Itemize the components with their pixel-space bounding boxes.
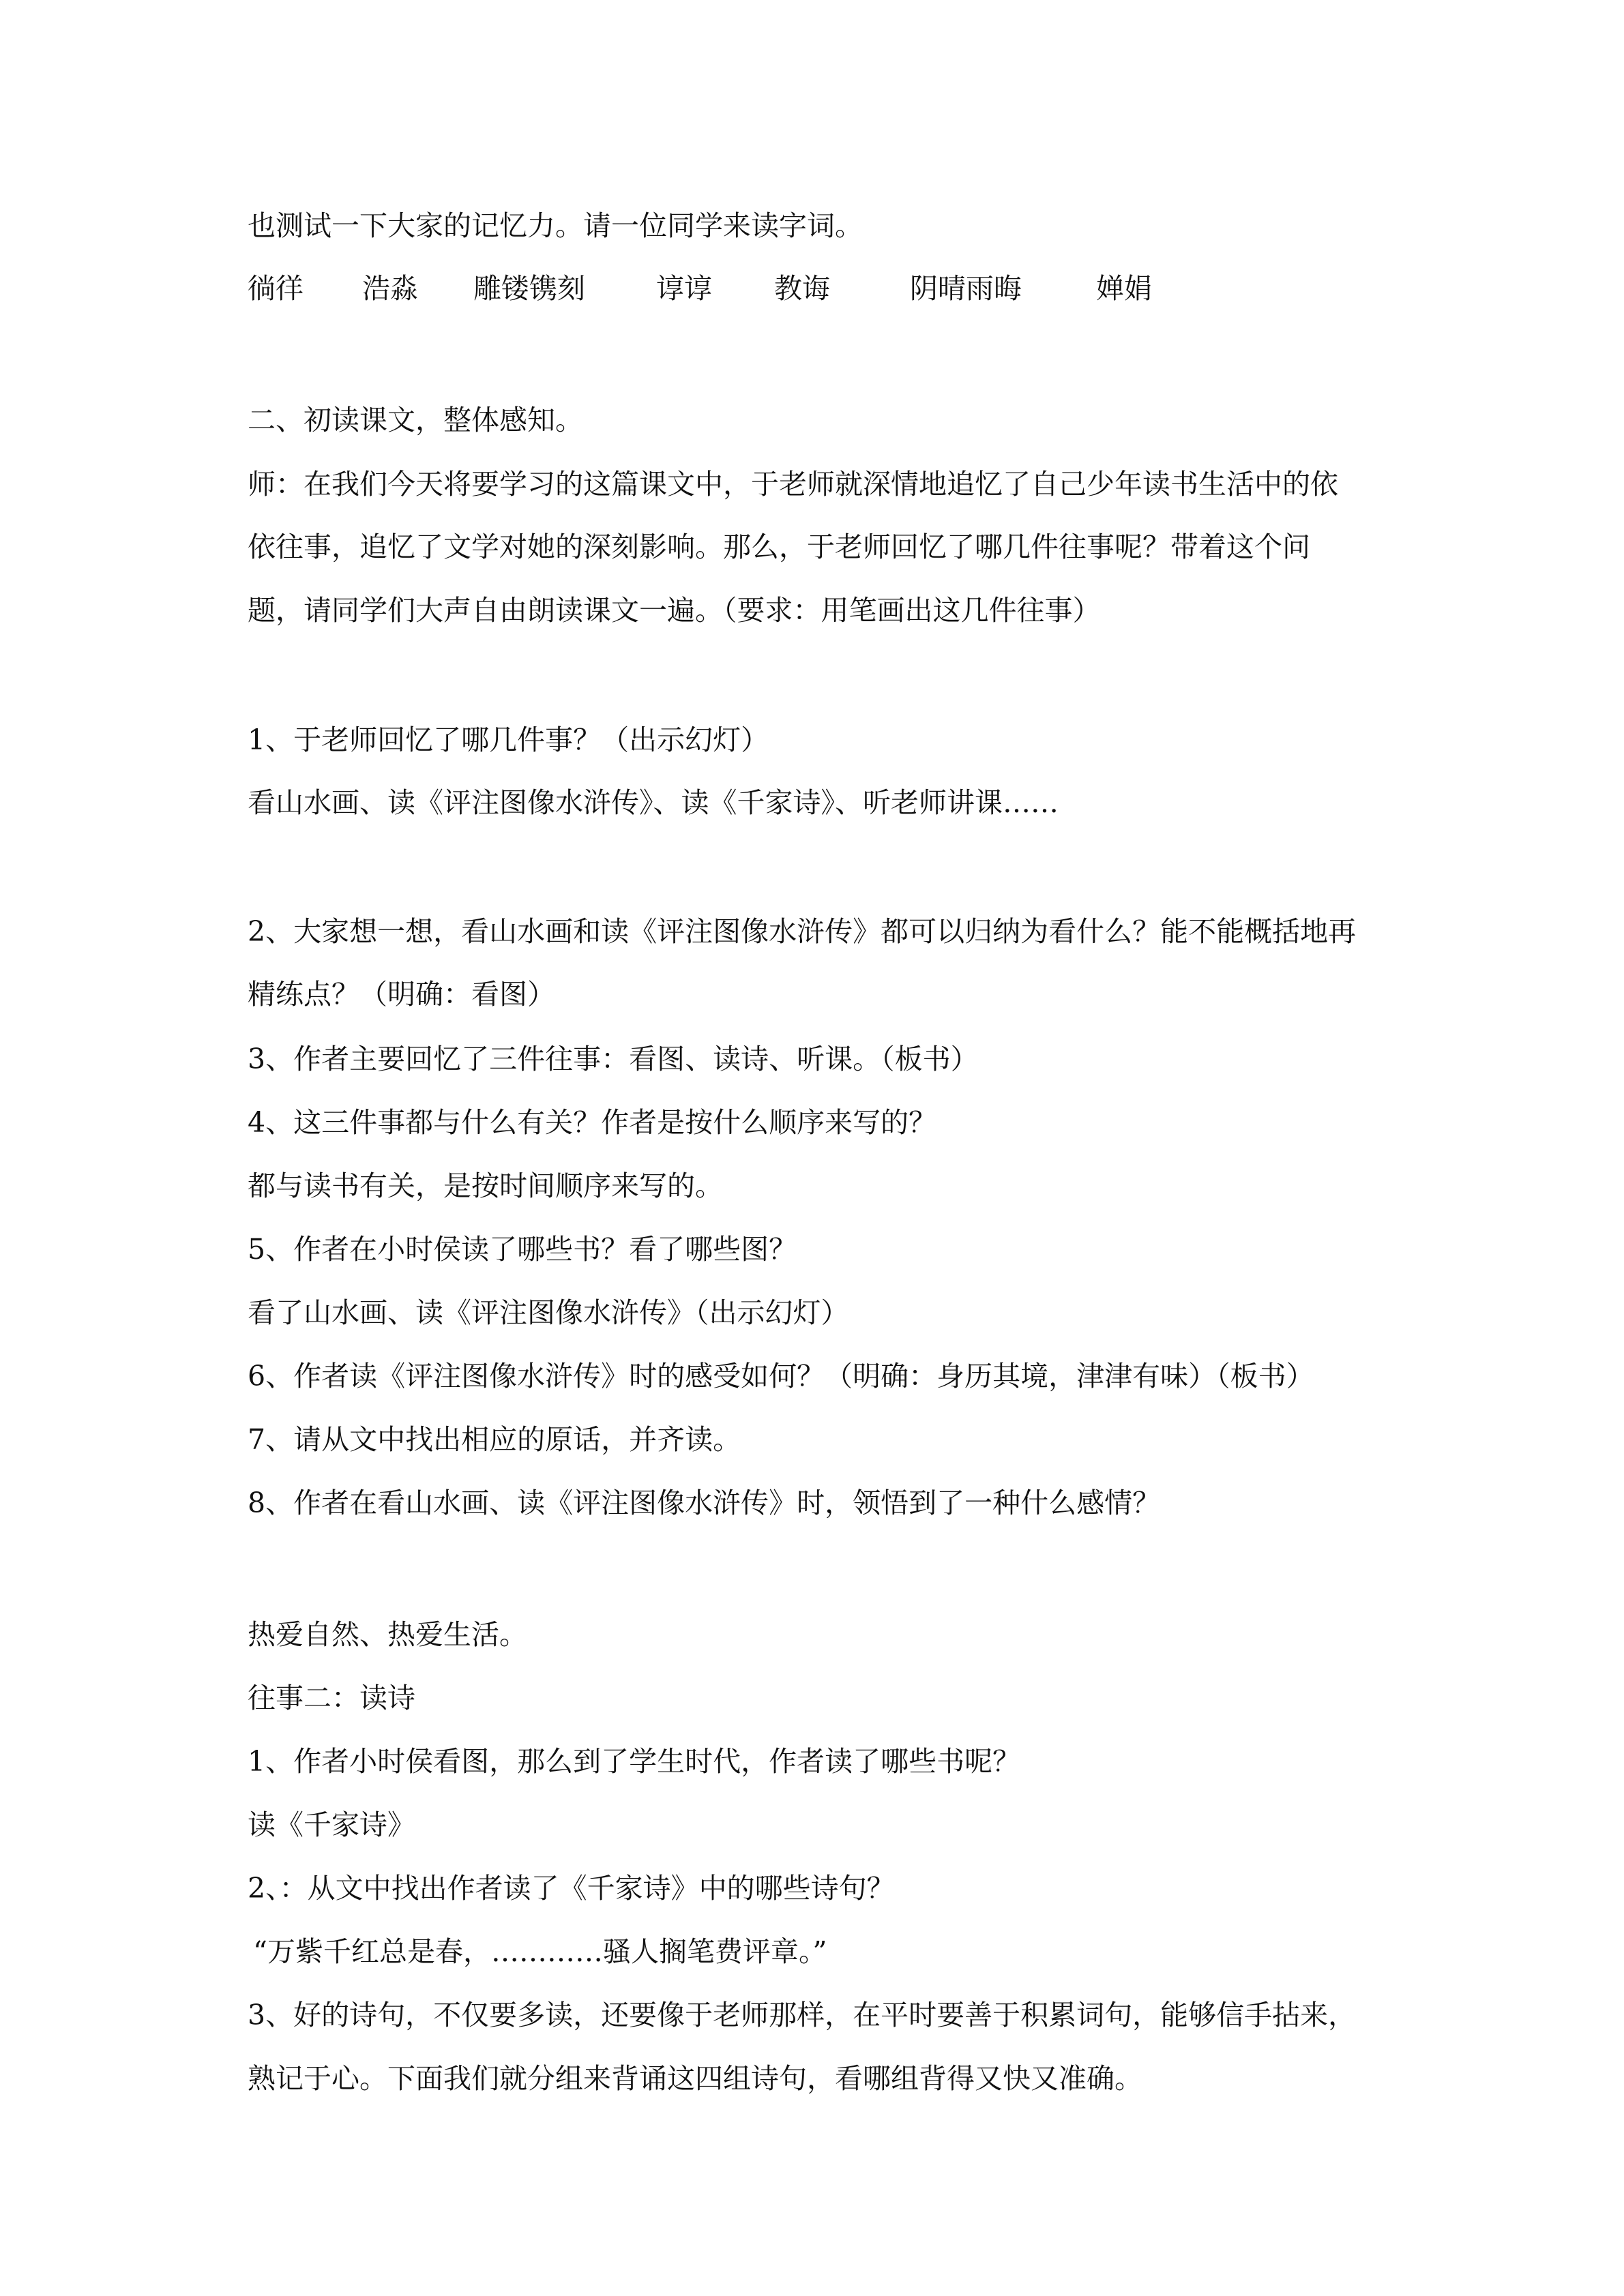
paragraph-line: 题，请同学们大声自由朗读课文一遍。（要求：用笔画出这几件往事） — [248, 594, 1101, 627]
question-5: 5、作者在小时侯读了哪些书？看了哪些图？ — [248, 1233, 797, 1266]
story-2-answer-1: 读《千家诗》 — [248, 1808, 415, 1841]
question-2-cont: 精练点？（明确：看图） — [248, 978, 555, 1011]
question-8: 8、作者在看山水画、读《评注图像水浒传》时，领悟到了一种什么感情？ — [248, 1487, 1161, 1519]
paragraph-line: 依往事，追忆了文学对她的深刻影响。那么，于老师回忆了哪几件往事呢？带着这个问 — [248, 531, 1310, 563]
story-2-answer-2: “万紫千红总是春，…………骚人搁笔费评章。” — [253, 1935, 827, 1968]
story-2-heading: 往事二：读诗 — [248, 1682, 415, 1714]
question-4: 4、这三件事都与什么有关？作者是按什么顺序来写的？ — [248, 1106, 937, 1139]
answer-8: 热爱自然、热爱生活。 — [248, 1618, 527, 1651]
section-heading: 二、初读课文，整体感知。 — [248, 404, 583, 436]
vocab-word: 徜徉 — [248, 272, 304, 305]
question-2: 2、大家想一想，看山水画和读《评注图像水浒传》都可以归纳为看什么？能不能概括地再 — [248, 915, 1357, 948]
question-6: 6、作者读《评注图像水浒传》时的感受如何？（明确：身历其境，津津有味）（板书） — [248, 1360, 1314, 1392]
answer-4: 都与读书有关，是按时间顺序来写的。 — [248, 1169, 723, 1202]
question-1: 1、于老师回忆了哪几件事？（出示幻灯） — [248, 724, 769, 756]
story-2-question-3: 3、好的诗句，不仅要多读，还要像于老师那样，在平时要善于积累词句，能够信手拈来， — [248, 1999, 1357, 2031]
question-3: 3、作者主要回忆了三件往事：看图、读诗、听课。（板书） — [248, 1043, 979, 1075]
vocab-word: 教诲 — [774, 272, 830, 305]
answer-5: 看了山水画、读《评注图像水浒传》（出示幻灯） — [248, 1296, 849, 1329]
vocab-word: 阴晴雨晦 — [910, 272, 1022, 305]
story-2-question-3-cont: 熟记于心。下面我们就分组来背诵这四组诗句，看哪组背得又快又准确。 — [248, 2062, 1142, 2095]
question-7: 7、请从文中找出相应的原话，并齐读。 — [248, 1423, 741, 1456]
story-2-question-2: 2、：从文中找出作者读了《千家诗》中的哪些诗句？ — [248, 1872, 895, 1905]
vocab-word: 谆谆 — [656, 272, 712, 305]
vocab-word: 雕镂镌刻 — [473, 272, 585, 305]
paragraph-line: 师：在我们今天将要学习的这篇课文中，于老师就深情地追忆了自己少年读书生活中的依 — [248, 468, 1338, 501]
vocab-word: 婵娟 — [1096, 272, 1152, 305]
vocab-word: 浩淼 — [362, 272, 418, 305]
answer-1: 看山水画、读《评注图像水浒传》、读《千家诗》、听老师讲课…… — [248, 786, 1059, 819]
intro-line: 也测试一下大家的记忆力。请一位同学来读字词。 — [248, 209, 863, 242]
story-2-question-1: 1、作者小时侯看图，那么到了学生时代，作者读了哪些书呢？ — [248, 1745, 1021, 1778]
